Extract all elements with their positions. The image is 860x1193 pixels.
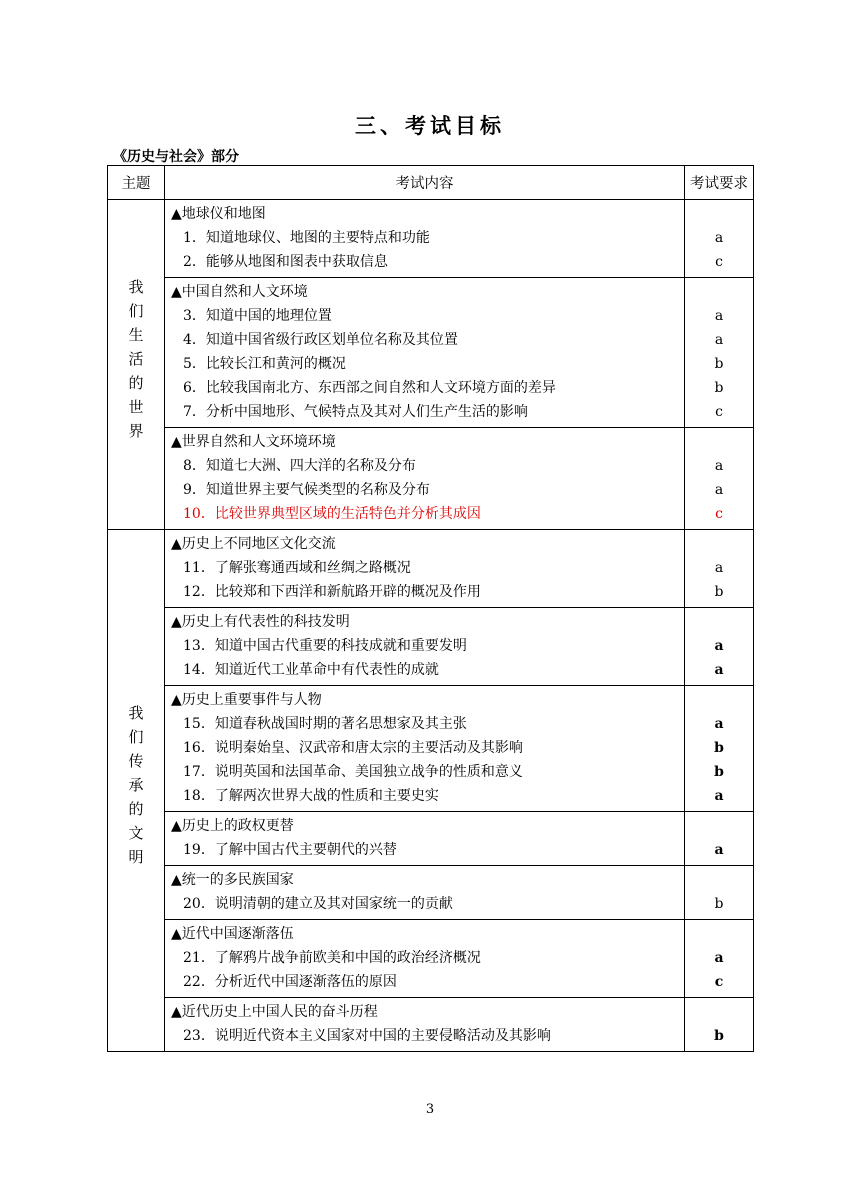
header-theme: 主题	[108, 166, 165, 200]
requirement-cell	[685, 428, 754, 530]
requirement-cell	[685, 278, 754, 428]
requirement-cell	[685, 866, 754, 920]
requirement-level: a	[714, 332, 724, 348]
requirement-spacer	[685, 814, 753, 838]
requirement-level: a	[714, 788, 724, 804]
requirement-level: a	[714, 308, 724, 324]
page-title: 三、考试目标	[355, 113, 505, 138]
requirement-level: b	[714, 356, 724, 372]
requirement-level: b	[714, 740, 724, 756]
requirement-level: c	[715, 506, 723, 522]
table-row	[108, 812, 754, 866]
requirement-cell	[685, 686, 754, 812]
content-item: 5．比较长江和黄河的概况	[183, 356, 346, 372]
section-subtitle: 《历史与社会》部分	[113, 149, 239, 165]
table-row	[108, 278, 754, 428]
group-heading: ▲中国自然和人文环境	[171, 284, 308, 300]
page-number: 3	[425, 1102, 435, 1117]
content-item: 3．知道中国的地理位置	[183, 308, 332, 324]
group-heading: ▲世界自然和人文环境环境	[171, 434, 336, 450]
theme-name: 我们生活的世界	[126, 278, 145, 447]
theme-cell	[108, 200, 165, 530]
table-row	[108, 428, 754, 530]
requirement-level: b	[714, 764, 724, 780]
content-item: 9．知道世界主要气候类型的名称及分布	[183, 482, 430, 498]
requirement-cell	[685, 812, 754, 866]
table-row	[108, 530, 754, 608]
group-heading: ▲统一的多民族国家	[171, 872, 294, 888]
content-item: 2．能够从地图和图表中获取信息	[183, 254, 388, 270]
content-cell	[165, 530, 685, 608]
requirement-level: a	[714, 560, 724, 576]
requirement-level: c	[714, 974, 724, 990]
exam-objectives-table	[107, 165, 754, 1052]
content-cell	[165, 920, 685, 998]
requirement-cell	[685, 608, 754, 686]
content-cell	[165, 866, 685, 920]
group-heading: ▲近代中国逐渐落伍	[171, 926, 294, 942]
content-cell	[165, 608, 685, 686]
requirement-spacer	[685, 688, 753, 712]
requirement-level: b	[714, 584, 724, 600]
requirement-spacer	[685, 430, 753, 454]
table-row	[108, 200, 754, 278]
requirement-cell	[685, 998, 754, 1052]
requirement-level: a	[714, 950, 724, 966]
requirement-cell	[685, 530, 754, 608]
content-item: 10．比较世界典型区域的生活特色并分析其成因	[183, 506, 481, 522]
requirement-level: a	[714, 482, 724, 498]
group-heading: ▲历史上不同地区文化交流	[171, 536, 336, 552]
requirement-cell	[685, 920, 754, 998]
table-row	[108, 686, 754, 812]
theme-name: 我们传承的文明	[126, 704, 145, 873]
content-item: 19．了解中国古代主要朝代的兴替	[183, 842, 397, 858]
content-item: 13．知道中国古代重要的科技成就和重要发明	[183, 638, 467, 654]
content-item: 18．了解两次世界大战的性质和主要史实	[183, 788, 439, 804]
requirement-level: b	[714, 1028, 724, 1044]
table-header-row	[108, 166, 754, 200]
content-cell	[165, 998, 685, 1052]
content-item: 22．分析近代中国逐渐落伍的原因	[183, 974, 397, 990]
requirement-level: b	[714, 896, 724, 912]
requirement-level: a	[714, 716, 724, 732]
content-cell	[165, 278, 685, 428]
content-item: 16．说明秦始皇、汉武帝和唐太宗的主要活动及其影响	[183, 740, 523, 756]
requirement-level: c	[715, 254, 723, 270]
content-item: 15．知道春秋战国时期的著名思想家及其主张	[183, 716, 467, 732]
content-cell	[165, 428, 685, 530]
header-content: 考试内容	[165, 166, 685, 200]
content-item: 7．分析中国地形、气候特点及其对人们生产生活的影响	[183, 404, 528, 420]
content-item: 12．比较郑和下西洋和新航路开辟的概况及作用	[183, 584, 481, 600]
requirement-spacer	[685, 202, 753, 226]
content-cell	[165, 812, 685, 866]
requirement-level: a	[714, 662, 724, 678]
group-heading: ▲历史上有代表性的科技发明	[171, 614, 350, 630]
requirement-spacer	[685, 610, 753, 634]
requirement-level: b	[714, 380, 724, 396]
requirement-level: a	[714, 458, 724, 474]
requirement-spacer	[685, 1000, 753, 1024]
content-item: 4．知道中国省级行政区划单位名称及其位置	[183, 332, 458, 348]
table-row	[108, 998, 754, 1052]
requirement-level: a	[714, 638, 724, 654]
group-heading: ▲历史上重要事件与人物	[171, 692, 322, 708]
requirement-spacer	[685, 868, 753, 892]
group-heading: ▲历史上的政权更替	[171, 818, 294, 834]
requirement-spacer	[685, 922, 753, 946]
content-item: 1．知道地球仪、地图的主要特点和功能	[183, 230, 430, 246]
requirement-level: a	[714, 230, 724, 246]
table-body	[108, 200, 754, 1052]
theme-cell	[108, 530, 165, 1052]
content-item: 20．说明清朝的建立及其对国家统一的贡献	[183, 896, 453, 912]
content-item: 14．知道近代工业革命中有代表性的成就	[183, 662, 439, 678]
requirement-cell	[685, 200, 754, 278]
table-row	[108, 608, 754, 686]
group-heading: ▲近代历史上中国人民的奋斗历程	[171, 1004, 378, 1020]
content-item: 11．了解张骞通西域和丝绸之路概况	[183, 560, 411, 576]
requirement-spacer	[685, 532, 753, 556]
content-item: 6．比较我国南北方、东西部之间自然和人文环境方面的差异	[183, 380, 556, 396]
content-cell	[165, 686, 685, 812]
requirement-level: c	[715, 404, 723, 420]
content-item: 23．说明近代资本主义国家对中国的主要侵略活动及其影响	[183, 1028, 551, 1044]
requirement-level: a	[714, 842, 724, 858]
content-item: 21．了解鸦片战争前欧美和中国的政治经济概况	[183, 950, 481, 966]
content-item: 17．说明英国和法国革命、美国独立战争的性质和意义	[183, 764, 523, 780]
content-item: 8．知道七大洲、四大洋的名称及分布	[183, 458, 416, 474]
header-requirement: 考试要求	[685, 166, 754, 200]
table-row	[108, 866, 754, 920]
table-row	[108, 920, 754, 998]
requirement-spacer	[685, 280, 753, 304]
group-heading: ▲地球仪和地图	[171, 206, 266, 222]
content-cell	[165, 200, 685, 278]
